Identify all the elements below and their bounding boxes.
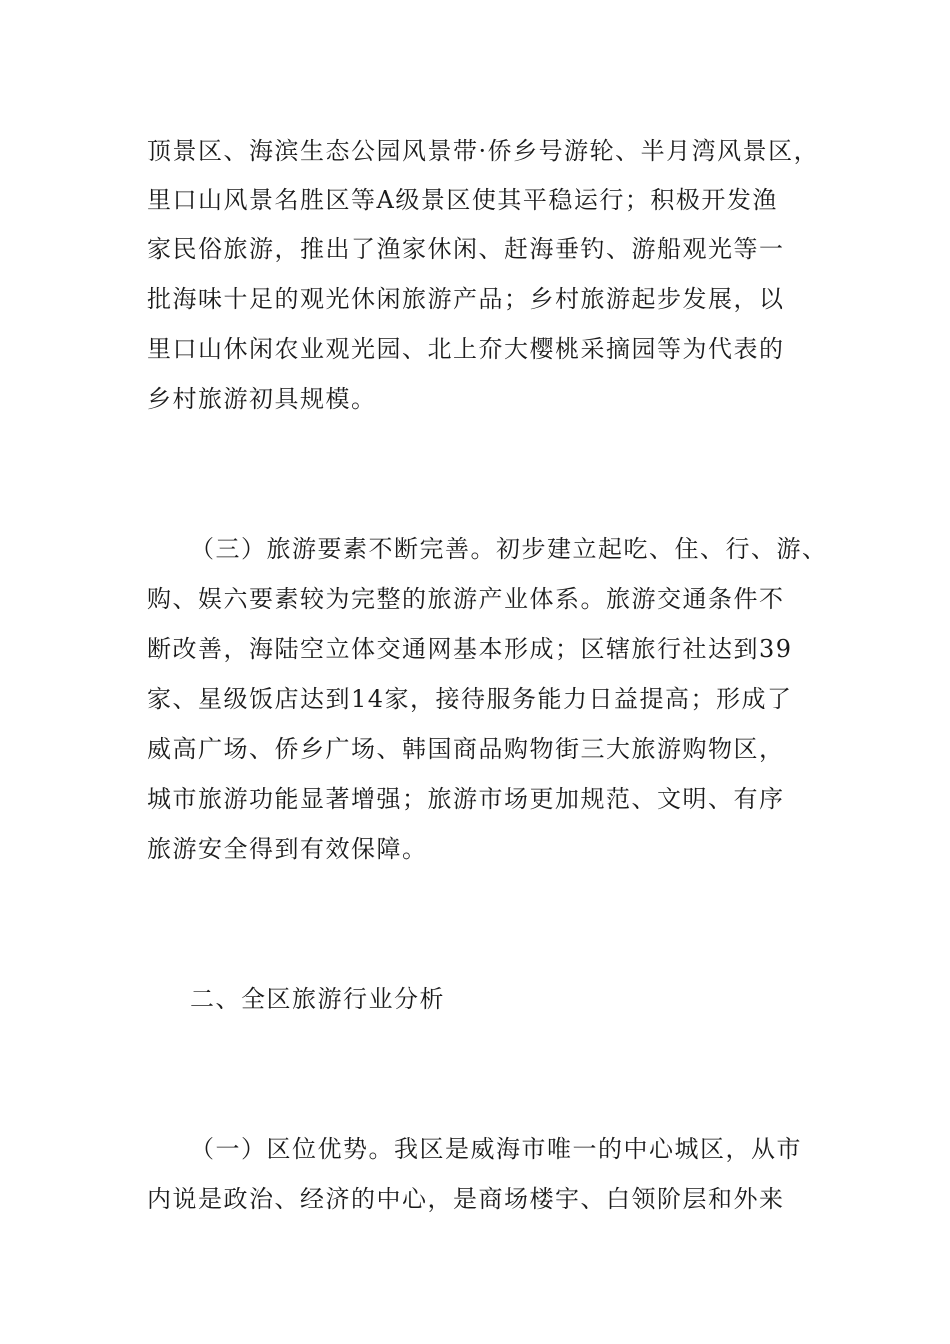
paragraph-line: （三）旅游要素不断完善。初步建立起吃、住、行、游、	[190, 535, 828, 563]
paragraph-line: 批海味十足的观光休闲旅游产品；乡村旅游起步发展，以	[147, 285, 785, 313]
paragraph-line: 里口山风景名胜区等A级景区使其平稳运行；积极开发渔	[147, 186, 778, 214]
paragraph-line: 内说是政治、经济的中心，是商场楼宇、白领阶层和外来	[147, 1185, 785, 1213]
paragraph-line: （一）区位优势。我区是威海市唯一的中心城区，从市	[190, 1135, 802, 1163]
paragraph-line: 旅游安全得到有效保障。	[147, 835, 428, 863]
paragraph-line: 里口山休闲农业观光园、北上夼大樱桃采摘园等为代表的	[147, 335, 785, 363]
paragraph-line: 断改善，海陆空立体交通网基本形成；区辖旅行社达到39	[147, 635, 793, 663]
paragraph-line: 乡村旅游初具规模。	[147, 385, 377, 413]
paragraph-line: 城市旅游功能显著增强；旅游市场更加规范、文明、有序	[147, 785, 785, 813]
paragraph-line: 家民俗旅游，推出了渔家休闲、赶海垂钓、游船观光等一	[147, 235, 785, 263]
paragraph-line: 购、娱六要素较为完整的旅游产业体系。旅游交通条件不	[147, 585, 785, 613]
section-heading: 二、全区旅游行业分析	[190, 985, 445, 1013]
paragraph-line: 顶景区、海滨生态公园风景带·侨乡号游轮、半月湾风景区，	[147, 137, 820, 165]
paragraph-line: 家、星级饭店达到14家，接待服务能力日益提高；形成了	[147, 685, 793, 713]
paragraph-line: 威高广场、侨乡广场、韩国商品购物街三大旅游购物区，	[147, 735, 785, 763]
